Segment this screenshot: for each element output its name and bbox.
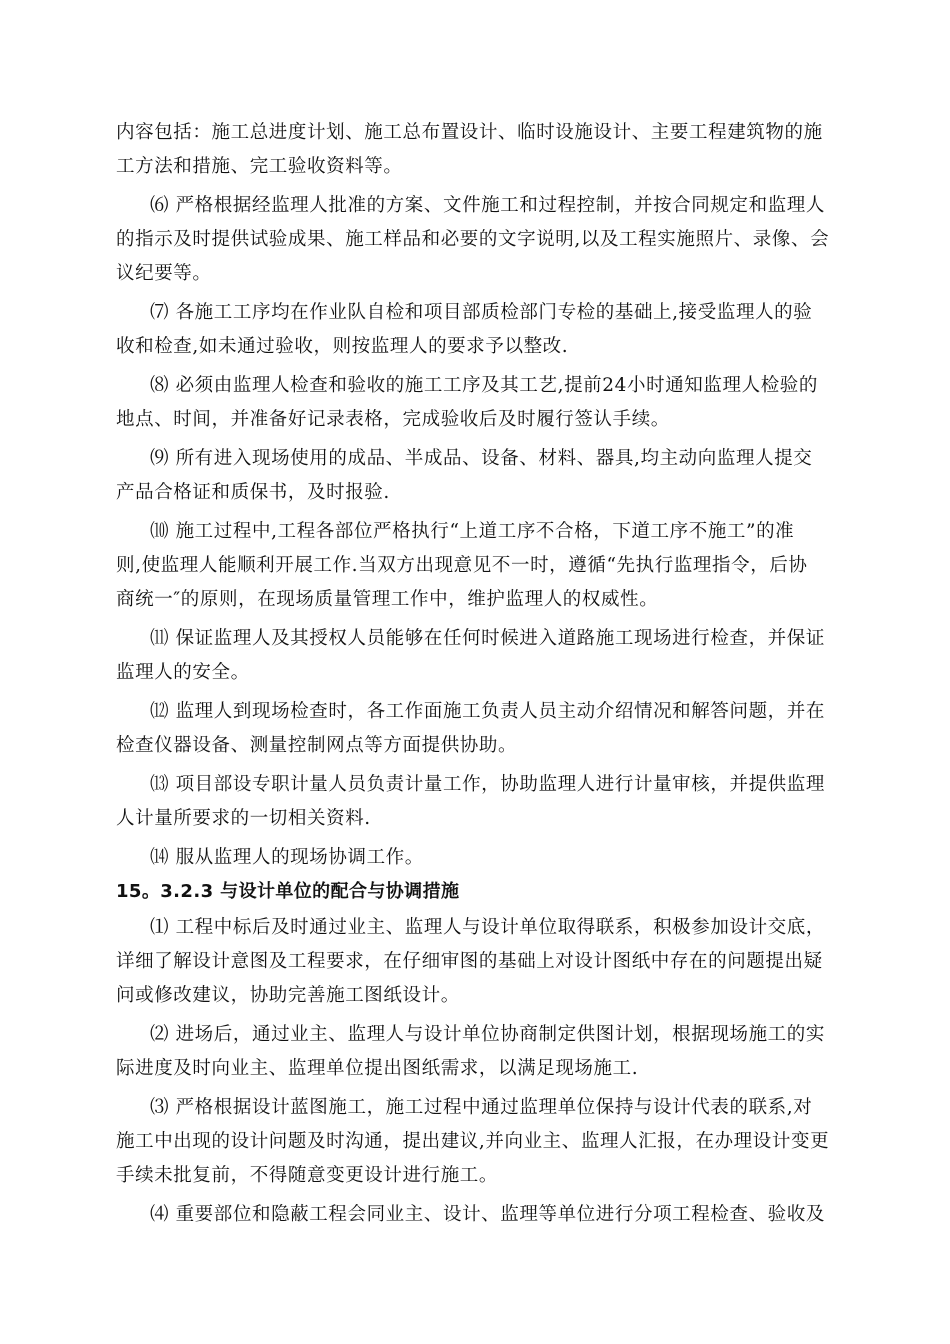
text-line: 产品合格证和质保书，及时报验. xyxy=(116,482,390,503)
text-line: 际进度及时向业主、监理单位提出图纸需求，以满足现场施工. xyxy=(116,1058,639,1079)
text-line: 地点、时间，并准备好记录表格，完成验收后及时履行签认手续。 xyxy=(116,409,670,430)
text-line: 议纪要等。 xyxy=(116,263,212,284)
list-item-11: ⑾ 保证监理人及其授权人员能够在任何时候进入道路施工现场进行检查，并保证 xyxy=(150,628,825,649)
text-line: 的指示及时提供试验成果、施工样品和必要的文字说明,以及工程实施照片、录像、会 xyxy=(116,229,830,250)
text-line: 商统一″的原则，在现场质量管理工作中，维护监理人的权威性。 xyxy=(116,589,659,610)
text-line: 问或修改建议，协助完善施工图纸设计。 xyxy=(116,985,460,1006)
list-item-2: ⑵ 进场后，通过业主、监理人与设计单位协商制定供图计划，根据现场施工的实 xyxy=(150,1024,825,1045)
list-item-8: ⑻ 必须由监理人检查和验收的施工工序及其工艺,提前24小时通知监理人检验的 xyxy=(150,375,819,396)
list-item-12: ⑿ 监理人到现场检查时，各工作面施工负责人员主动介绍情况和解答问题，并在 xyxy=(150,701,825,722)
text-line: 施工中出现的设计问题及时沟通，提出建议,并向业主、监理人汇报，在办理设计变更 xyxy=(116,1131,830,1152)
list-item-7: ⑺ 各施工工序均在作业队自检和项目部质检部门专检的基础上,接受监理人的验 xyxy=(150,302,813,323)
list-item-10: ⑽ 施工过程中,工程各部位严格执行“上道工序不合格，下道工序不施工”的准 xyxy=(150,521,795,542)
text-line: 工方法和措施、完工验收资料等。 xyxy=(116,156,403,177)
text-line: 详细了解设计意图及工程要求，在仔细审图的基础上对设计图纸中存在的问题提出疑 xyxy=(116,951,823,972)
list-item-9: ⑼ 所有进入现场使用的成品、半成品、设备、材料、器具,均主动向监理人提交 xyxy=(150,448,813,469)
text-line: 内容包括：施工总进度计划、施工总布置设计、临时设施设计、主要工程建筑物的施 xyxy=(116,122,823,143)
list-item-3: ⑶ 严格根据设计蓝图施工，施工过程中通过监理单位保持与设计代表的联系,对 xyxy=(150,1097,813,1118)
list-item-13: ⒀ 项目部设专职计量人员负责计量工作，协助监理人进行计量审核，并提供监理 xyxy=(150,774,825,795)
list-item-1: ⑴ 工程中标后及时通过业主、监理人与设计单位取得联系，积极参加设计交底， xyxy=(150,917,825,938)
text-line: 检查仪器设备、测量控制网点等方面提供协助。 xyxy=(116,735,518,756)
list-item-14: ⒁ 服从监理人的现场协调工作。 xyxy=(150,847,424,868)
text-line: 监理人的安全。 xyxy=(116,662,250,683)
text-line: 则,使监理人能顺利开展工作.当双方出现意见不一时，遵循“先执行监理指令，后协 xyxy=(116,555,808,576)
section-heading: 15。3.2.3 与设计单位的配合与协调措施 xyxy=(116,881,460,902)
text-line: 人计量所要求的一切相关资料. xyxy=(116,808,371,829)
list-item-6: ⑹ 严格根据经监理人批准的方案、文件施工和过程控制，并按合同规定和监理人 xyxy=(150,195,825,216)
text-line: 手续未批复前，不得随意变更设计进行施工。 xyxy=(116,1165,499,1186)
text-line: 收和检查,如未通过验收，则按监理人的要求予以整改. xyxy=(116,336,569,357)
list-item-4: ⑷ 重要部位和隐蔽工程会同业主、设计、监理等单位进行分项工程检查、验收及 xyxy=(150,1204,825,1225)
